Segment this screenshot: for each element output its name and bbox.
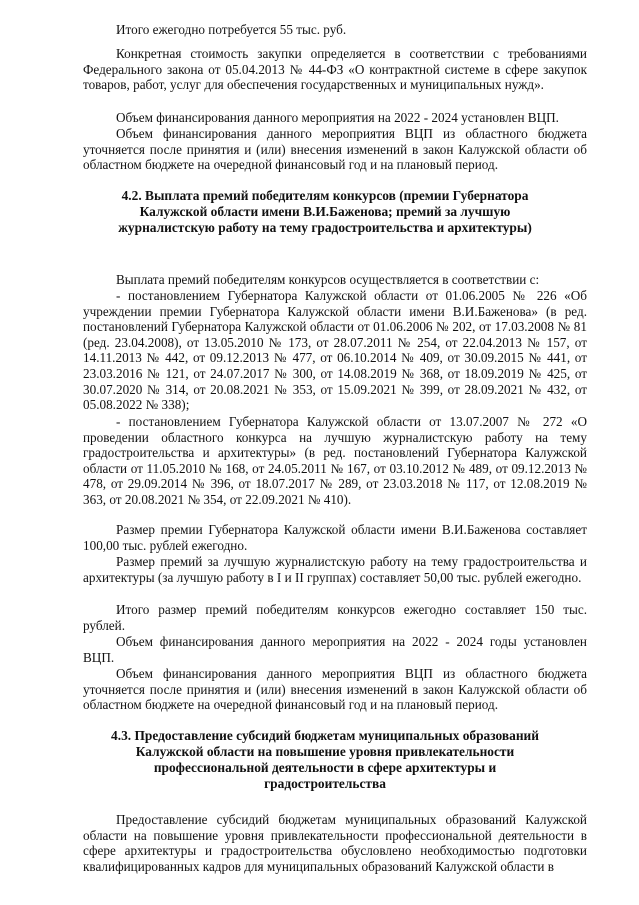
paragraph-resolution-226: - постановлением Губернатора Калужской области от 01.06.2005 № 226 «Об учреждении премии Губернатора Калужской области имени В.И.Баженова» (в ред. постановлений Губернатора Калужской области от 01.06.2006 № 202, от 17.03.2008 № 81 (ред. 23.04.2008), от 13.05.2010 № 173, от 28.07.2011 № 254, от 22.04.2013 № 157, от 14.11.2013 № 442, от 09.12.2013 № 477, от 06.10.2014 № 409, от 30.09.2015 № 441, от 23.03.2016 № 121, от 24.07.2017 № 300, от 14.08.2019 № 368, от 18.09.2019 № 425, от 30.07.2020 № 314, от 20.08.2021 № 353, от 15.09.2021 № 399, от 28.09.2021 № 432, от 05.08.2022 № 338);	[83, 288, 587, 413]
paragraph-funding-refine-2: Объем финансирования данного мероприятия ВЦП из областного бюджета уточняется после принятия и (или) внесения изменений в закон Калужской области об областном бюджете на очередной финансовый год и на плановый период.	[83, 666, 587, 713]
paragraph-journalism-prize: Размер премий за лучшую журналистскую работу на тему градостроительства и архитектуры (за лучшую работу в I и II группах) составляет 50,00 тыс. рублей ежегодно.	[83, 554, 587, 585]
paragraph-procurement-cost: Конкретная стоимость закупки определяется в соответствии с требованиями Федерального закона от 05.04.2013 № 44-ФЗ «О контрактной системе в сфере закупок товаров, работ, услуг для обеспечения государственных и муниципальных нужд».	[83, 46, 587, 93]
section-heading-4-2: 4.2. Выплата премий победителям конкурсов (премии Губернатора Калужской области имени В.И.Баженова; премий за лучшую журналистскую работу на тему градостроительства и архитектуры)	[118, 188, 532, 235]
paragraph-bazhenov-prize: Размер премии Губернатора Калужской области имени В.И.Баженова составляет 100,00 тыс. рублей ежегодно.	[83, 522, 587, 553]
section-heading-4-3: 4.3. Предоставление субсидий бюджетам муниципальных образований Калужской области на повышение уровня привлекательности профессиональной деятельности в сфере архитектуры и градостроительства	[111, 728, 539, 791]
paragraph-total-55: Итого ежегодно потребуется 55 тыс. руб.	[116, 22, 347, 37]
paragraph-funding-vcp: Объем финансирования данного мероприятия на 2022 - 2024 установлен ВЦП.	[116, 110, 559, 125]
paragraph-total-150: Итого размер премий победителям конкурсов ежегодно составляет 150 тыс. рублей.	[83, 602, 587, 633]
paragraph-funding-2022-2024: Объем финансирования данного мероприятия на 2022 - 2024 годы установлен ВЦП.	[83, 634, 587, 665]
paragraph-funding-refine: Объем финансирования данного мероприятия ВЦП из областного бюджета уточняется после принятия и (или) внесения изменений в закон Калужской области об областном бюджете на очередной финансовый год и на плановый период.	[83, 126, 587, 173]
paragraph-resolution-272: - постановлением Губернатора Калужской области от 13.07.2007 № 272 «О проведении областного конкурса на лучшую журналистскую работу на тему градостроительства и архитектуры» (в ред. постановлений Губернатора Калужской области от 11.05.2010 № 168, от 24.05.2011 № 167, от 03.10.2012 № 489, от 09.12.2013 № 478, от 29.09.2014 № 396, от 18.07.2017 № 289, от 23.03.2018 № 117, от 12.08.2019 № 363, от 20.08.2021 № 354, от 22.09.2021 № 410).	[83, 414, 587, 507]
paragraph-prizes-basis: Выплата премий победителям конкурсов осуществляется в соответствии с:	[116, 272, 540, 287]
paragraph-subsidies: Предоставление субсидий бюджетам муниципальных образований Калужской области на повышение уровня привлекательности профессиональной деятельности в сфере архитектуры и градостроительства обусловлено необходимостью подготовки квалифицированных кадров для муниципальных образований Калужской области в	[83, 812, 587, 874]
